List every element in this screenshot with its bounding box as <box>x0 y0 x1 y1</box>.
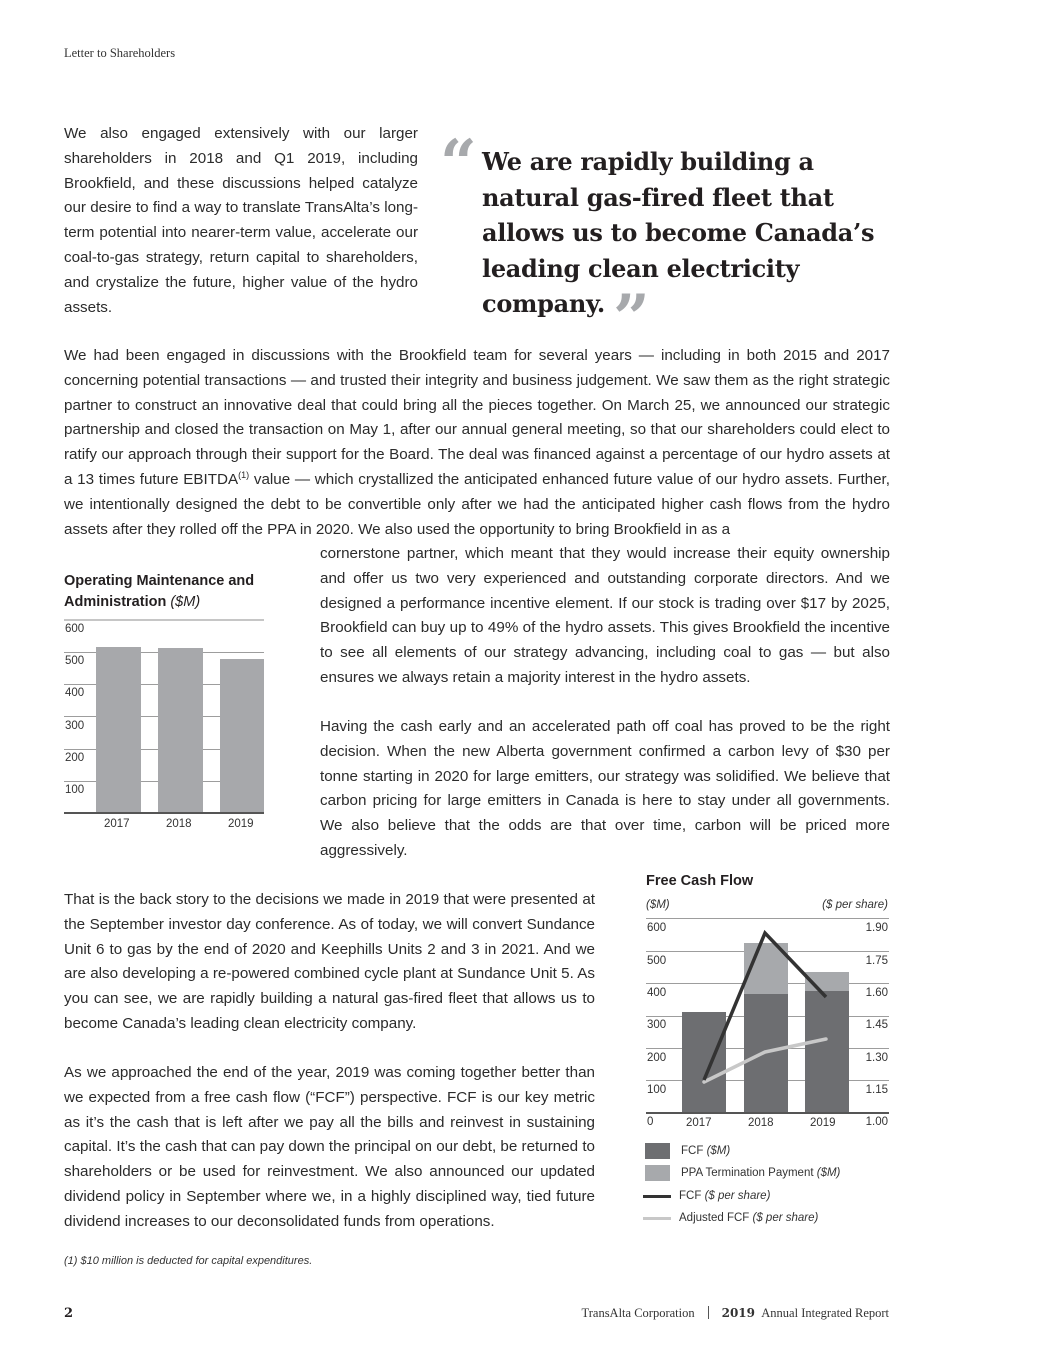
footer-year: 2019 <box>721 1306 756 1320</box>
intro-text: We also engaged extensively with our larger shareholders in 2018 and Q1 2019, including Brookfield, and these discussions helped catalyze our desire to find a way to translate TransAlta’s long-term potential into nearer-term value, accelerate our coal-to-gas strategy, return capital to shareholders, and crystalize the future, higher value of the hydro assets. <box>64 125 418 316</box>
footer-divider <box>708 1306 709 1319</box>
pull-quote-text: We are rapidly building a natural gas-fired fleet that allows us to become Canada’s leading clean electricity company. <box>482 147 875 318</box>
fcf-ytick-right-115: 1.15 <box>865 1084 888 1096</box>
carbon-text: Having the cash early and an accelerated path off coal has proved to be the right decision. When the new Alberta government confirmed a carbon levy of $30 per tonne starting in 2020 for large emitters, our strategy was solidified. We believe that carbon pricing for large emitters in Canada is here to stay under all governments. We also believe that the odds are that over time, carbon will be priced more aggressively. <box>320 718 890 859</box>
footer-company: TransAlta Corporation <box>581 1306 695 1320</box>
legend-label: FCF <box>679 1190 702 1202</box>
footnote: (1) $10 million is deducted for capital expenditures. <box>64 1255 313 1267</box>
legend-label: Adjusted FCF <box>679 1212 750 1224</box>
legend-unit: ($ per share) <box>752 1212 819 1224</box>
ppa-swatch-icon <box>645 1165 670 1181</box>
oma-xtick-2017: 2017 <box>104 818 130 830</box>
fcf-ytick-right-130: 1.30 <box>865 1052 888 1064</box>
oma-title-unit: ($M) <box>170 594 201 610</box>
fcf-ytick-left-400: 400 <box>647 987 667 999</box>
fcf-line-swatch-icon <box>643 1195 671 1198</box>
adjusted-line-swatch-icon <box>643 1217 671 1220</box>
legend-unit: ($ per share) <box>704 1190 771 1202</box>
fcf-text: As we approached the end of the year, 2019 was coming together better than we expected from a free cash flow (“FCF”) perspective. FCF is our key metric as it’s the cash that is left after we pay all the bills and reinvest in sustaining capital. It’s the cash that can pay down the principal on our debt, be returned to shareholders or be used for reinvestment. We also announced our updated dividend policy in September where we, in a highly disciplined way, tied future dividend increases to our deconsolidated funds from operations. <box>64 1064 595 1230</box>
fcf-ytick-left-600: 600 <box>647 922 667 934</box>
fcf-ytick-left-200: 200 <box>647 1052 667 1064</box>
fcf-baseline <box>646 1112 889 1114</box>
oma-title-text: Operating Maintenance and Administration <box>64 573 255 610</box>
fcf-chart-title: Free Cash Flow <box>646 873 754 889</box>
legend-unit: ($M) <box>706 1145 731 1157</box>
brookfield-text-part1: We had been engaged in discussions with the Brookfield team for several years — including in both 2015 and 2017 concerning potential transactions — and trusted their integrity and business judgement. We saw them as the right strategic partner to construct an innovative deal that could bring all the pieces together. On March 25, we announced our strategic partnership and closed the transaction on May 1, after our annual general meeting, so that our shareholders could elect to ratify our approach through their support for the Board. The deal was financed against a percentage of our hydro assets at a 13 times future EBITDA <box>64 347 890 488</box>
legend-item-fcf <box>645 1141 730 1161</box>
fcf-left-axis-label: ($M) <box>646 899 670 911</box>
open-quote-icon: “ <box>440 126 477 201</box>
fcf-ytick-right-190: 1.90 <box>865 922 888 934</box>
legend-label: FCF <box>681 1145 704 1157</box>
adjusted-fcf-per-share-line <box>704 1039 826 1082</box>
fcf-swatch-icon <box>645 1143 670 1159</box>
fcf-ytick-left-0: 0 <box>647 1116 654 1128</box>
footer-report-title <box>582 1306 889 1321</box>
fcf-xtick-2017: 2017 <box>686 1117 712 1129</box>
legend-unit: ($M) <box>816 1167 841 1179</box>
oma-ytick-600: 600 <box>65 623 85 635</box>
oma-ytick-100: 100 <box>65 784 85 796</box>
page-number: 2 <box>64 1306 74 1321</box>
footnote-reference: (1) <box>238 469 250 480</box>
legend-item-fcf-per-share <box>643 1186 770 1206</box>
oma-ytick-200: 200 <box>65 752 85 764</box>
footer-report-name: Annual Integrated Report <box>761 1306 889 1320</box>
backstory-text: That is the back story to the decisions we made in 2019 that were presented at the September investor day conference. As of today, we will convert Sundance Unit 6 to gas by the end of 2020 and Keephills Units 2 and 3 in 2021. And we are also developing a re-powered combined cycle plant at Sundance Unit 5. As you can see, we are rapidly building a natural gas-fired fleet that allows us to become Canada’s leading clean electricity company. <box>64 891 595 1032</box>
fcf-xtick-2018: 2018 <box>748 1117 774 1129</box>
legend-item-ppa <box>645 1163 840 1183</box>
oma-ytick-300: 300 <box>65 720 85 732</box>
fcf-ytick-right-100: 1.00 <box>865 1116 888 1128</box>
running-header: Letter to Shareholders <box>64 46 176 60</box>
fcf-xtick-2019: 2019 <box>810 1117 836 1129</box>
fcf-ytick-right-160: 1.60 <box>865 987 888 999</box>
oma-xtick-2019: 2019 <box>228 818 254 830</box>
oma-ytick-400: 400 <box>65 687 85 699</box>
fcf-right-axis-label: ($ per share) <box>822 899 888 911</box>
fcf-ytick-right-175: 1.75 <box>865 955 888 967</box>
brookfield-continuation-text: cornerstone partner, which meant that they would increase their equity ownership and offer us two very experienced and outstanding corporate directors. And we designed a performance incentive element. If our stock is trading over $17 by 2025, Brookfield can buy up to 49% of the hydro assets. This gives Brookfield the incentive to see all elements of our strategy advancing, including coal to gas — but also ensures we always retain a majority interest in the hydro assets. <box>320 545 890 686</box>
brookfield-text-part2: value — which crystallized the anticipated enhanced future value of our hydro assets. Further, we intentionally designed the debt to be convertible only after we had the anticipated higher cash flows from the hydro assets after they rolled off the PPA in 2020. We also used the opportunity to bring Brookfield in as a <box>64 470 890 538</box>
fcf-per-share-line <box>704 933 826 1080</box>
fcf-ytick-left-500: 500 <box>647 955 667 967</box>
fcf-ytick-left-100: 100 <box>647 1084 667 1096</box>
oma-xtick-2018: 2018 <box>166 818 192 830</box>
legend-label: PPA Termination Payment <box>681 1167 814 1179</box>
legend-item-adjusted-fcf <box>643 1208 818 1228</box>
pull-quote-text-block: We are rapidly building a natural gas-fired fleet that allows us to become Canada’s leading clean electricity company. ” <box>482 147 875 356</box>
fcf-ytick-left-300: 300 <box>647 1019 667 1031</box>
fcf-ytick-right-145: 1.45 <box>865 1019 888 1031</box>
oma-ytick-500: 500 <box>65 655 85 667</box>
